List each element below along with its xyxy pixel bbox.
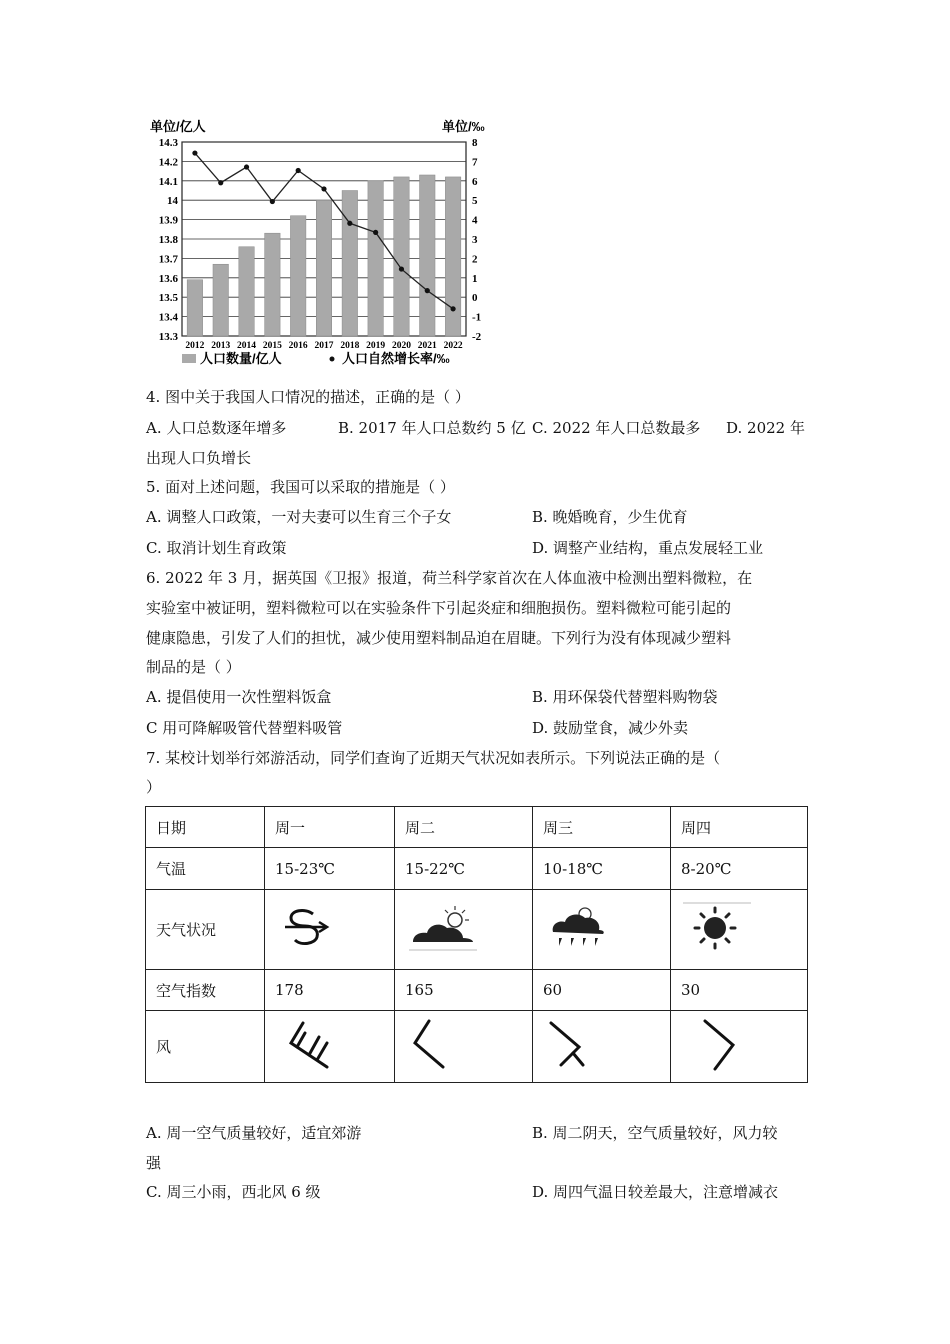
aqi-wed: 60 bbox=[533, 970, 671, 1011]
right-tick-label: -1 bbox=[472, 311, 482, 324]
growth-rate-point bbox=[270, 199, 275, 204]
table-row bbox=[146, 848, 808, 890]
q5-stem: 5. 面对上述问题，我国可以采取的措施是（ ） bbox=[146, 478, 455, 496]
left-tick-label: 13.7 bbox=[158, 253, 178, 266]
growth-rate-point bbox=[244, 164, 249, 169]
q7-option-d[interactable]: D. 周四气温日较差最大，注意增减衣 bbox=[532, 1183, 779, 1201]
header-wed: 周三 bbox=[533, 807, 671, 848]
population-chart bbox=[140, 112, 510, 374]
q6-stem-line-1: 6. 2022 年 3 月，据英国《卫报》报道，荷兰科学家首次在人体血液中检测出塑料微粒，在 bbox=[146, 569, 753, 587]
right-tick-label: 5 bbox=[472, 195, 478, 208]
q4-option-d-continued: 出现人口负增长 bbox=[146, 449, 252, 467]
population-bar bbox=[316, 200, 331, 336]
q6-option-a[interactable]: A. 提倡使用一次性塑料饭盒 bbox=[146, 688, 332, 706]
q7-option-c[interactable]: C. 周三小雨，西北风 6 级 bbox=[146, 1183, 321, 1201]
q5-option-a[interactable]: A. 调整人口政策，一对夫妻可以生育三个子女 bbox=[146, 508, 452, 526]
population-bar bbox=[394, 177, 409, 336]
header-mon: 周一 bbox=[265, 807, 395, 848]
right-tick-label: 6 bbox=[472, 175, 478, 188]
x-tick-label: 2021 bbox=[417, 341, 437, 351]
q4-option-b[interactable]: B. 2017 年人口总数约 5 亿 bbox=[338, 419, 526, 437]
right-tick-label: 3 bbox=[472, 234, 478, 246]
growth-rate-point bbox=[450, 306, 455, 311]
aqi-tue: 165 bbox=[395, 970, 533, 1011]
table-row bbox=[146, 970, 808, 1011]
header-date: 日期 bbox=[146, 807, 265, 848]
wind-tue bbox=[395, 1011, 533, 1083]
right-tick-label: 4 bbox=[472, 214, 478, 227]
x-tick-label: 2016 bbox=[288, 341, 308, 351]
left-tick-label: 14.1 bbox=[158, 175, 178, 188]
q4-option-a[interactable]: A. 人口总数逐年增多 bbox=[146, 419, 287, 437]
population-bar bbox=[239, 247, 254, 336]
temp-mon: 15-23℃ bbox=[265, 848, 395, 890]
wind-barb-icon bbox=[275, 1015, 345, 1075]
right-tick-label: 0 bbox=[472, 292, 478, 305]
weather-tue bbox=[395, 890, 533, 970]
x-tick-label: 2015 bbox=[262, 341, 282, 351]
wind-label: 风 bbox=[146, 1011, 265, 1083]
table-row bbox=[146, 807, 808, 848]
weather-label: 天气状况 bbox=[146, 890, 265, 970]
q7-stem-continued: ） bbox=[146, 778, 162, 796]
left-tick-label: 13.4 bbox=[158, 311, 178, 324]
population-bar bbox=[420, 175, 435, 336]
legend-line-label: 人口自然增长率/‰ bbox=[342, 351, 450, 366]
overcast-icon bbox=[405, 900, 485, 956]
left-axis-label: 单位/亿人 bbox=[150, 119, 206, 134]
left-tick-label: 13.6 bbox=[158, 272, 178, 285]
q6-option-b[interactable]: B. 用环保袋代替塑料购物袋 bbox=[532, 688, 718, 706]
growth-rate-point bbox=[218, 180, 223, 185]
legend-bar-label: 人口数量/亿人 bbox=[200, 351, 282, 366]
growth-rate-point bbox=[399, 266, 404, 271]
weather-wed bbox=[533, 890, 671, 970]
left-tick-label: 13.8 bbox=[158, 234, 178, 246]
q6-stem-line-2: 实验室中被证明，塑料微粒可以在实验条件下引起炎症和细胞损伤。塑料微粒可能引起的 bbox=[146, 599, 732, 617]
q6-option-c[interactable]: C 用可降解吸管代替塑料吸管 bbox=[146, 719, 343, 737]
left-tick-label: 14 bbox=[167, 195, 178, 208]
population-bar bbox=[342, 191, 357, 337]
left-tick-label: 14.2 bbox=[158, 156, 178, 169]
right-tick-label: 1 bbox=[472, 272, 478, 285]
q6-option-d[interactable]: D. 鼓励堂食，减少外卖 bbox=[532, 719, 689, 737]
x-tick-label: 2018 bbox=[340, 341, 360, 351]
wind-wed bbox=[533, 1011, 671, 1083]
q6-stem-line-4: 制品的是（ ） bbox=[146, 658, 241, 676]
legend-line-marker bbox=[330, 357, 335, 362]
header-thu: 周四 bbox=[671, 807, 808, 848]
right-axis-label: 单位/‰ bbox=[442, 119, 485, 134]
aqi-label: 空气指数 bbox=[146, 970, 265, 1011]
growth-rate-point bbox=[347, 221, 352, 226]
population-bar bbox=[187, 280, 202, 336]
aqi-thu: 30 bbox=[671, 970, 808, 1011]
left-tick-label: 13.5 bbox=[158, 292, 178, 305]
weather-mon bbox=[265, 890, 395, 970]
table-row bbox=[146, 890, 808, 970]
wind-barb-icon bbox=[543, 1015, 603, 1075]
population-bar bbox=[445, 177, 460, 336]
wind-barb-icon bbox=[405, 1015, 465, 1075]
q4-option-c[interactable]: C. 2022 年人口总数最多 bbox=[532, 419, 701, 437]
right-tick-label: 8 bbox=[472, 137, 478, 149]
q7-stem: 7. 某校计划举行郊游活动，同学们查询了近期天气状况如表所示。下列说法正确的是（ bbox=[146, 749, 721, 767]
header-tue: 周二 bbox=[395, 807, 533, 848]
left-tick-label: 13.9 bbox=[158, 214, 178, 227]
weather-table bbox=[145, 806, 808, 1083]
temp-thu: 8-20℃ bbox=[671, 848, 808, 890]
right-tick-label: 7 bbox=[472, 156, 478, 169]
chart-bars bbox=[187, 175, 461, 336]
x-tick-label: 2012 bbox=[185, 341, 205, 351]
wind-mon bbox=[265, 1011, 395, 1083]
population-bar bbox=[290, 216, 305, 336]
legend-bar-swatch bbox=[182, 354, 196, 363]
population-bar bbox=[265, 233, 280, 336]
q7-option-b-continued: 强 bbox=[146, 1154, 162, 1172]
q5-option-b[interactable]: B. 晚婚晚育，少生优育 bbox=[532, 508, 688, 526]
wind-thu bbox=[671, 1011, 808, 1083]
growth-rate-point bbox=[192, 150, 197, 155]
q5-option-c[interactable]: C. 取消计划生育政策 bbox=[146, 539, 287, 557]
population-bar bbox=[368, 181, 383, 336]
growth-rate-point bbox=[321, 186, 326, 191]
left-tick-label: 14.3 bbox=[158, 137, 178, 149]
right-tick-label: -2 bbox=[472, 331, 482, 343]
growth-rate-point bbox=[296, 168, 301, 173]
growth-rate-point bbox=[425, 288, 430, 293]
x-tick-label: 2019 bbox=[366, 341, 386, 351]
x-tick-label: 2017 bbox=[314, 341, 334, 351]
left-tick-label: 13.3 bbox=[158, 331, 178, 343]
q7-option-b[interactable]: B. 周二阴天，空气质量较好，风力较 bbox=[532, 1124, 778, 1142]
x-tick-label: 2020 bbox=[391, 341, 411, 351]
wind-barb-icon bbox=[681, 1015, 751, 1075]
light-rain-icon bbox=[543, 900, 613, 956]
chart-legend bbox=[182, 351, 450, 366]
aqi-mon: 178 bbox=[265, 970, 395, 1011]
right-tick-label: 2 bbox=[472, 253, 478, 266]
sandstorm-icon bbox=[275, 900, 335, 956]
temp-label: 气温 bbox=[146, 848, 265, 890]
x-tick-label: 2014 bbox=[237, 341, 257, 351]
growth-rate-point bbox=[373, 230, 378, 235]
q4-stem: 4. 图中关于我国人口情况的描述，正确的是（ ） bbox=[146, 388, 470, 406]
x-tick-label: 2013 bbox=[211, 341, 231, 351]
x-tick-label: 2022 bbox=[443, 341, 463, 351]
table-row bbox=[146, 1011, 808, 1083]
q7-option-a[interactable]: A. 周一空气质量较好，适宜郊游 bbox=[146, 1124, 362, 1142]
q4-option-d[interactable]: D. 2022 年 bbox=[726, 419, 805, 437]
sunny-icon bbox=[681, 900, 751, 956]
q6-stem-line-3: 健康隐患，引发了人们的担忧，减少使用塑料制品迫在眉睫。下列行为没有体现减少塑料 bbox=[146, 629, 732, 647]
population-bar bbox=[213, 264, 228, 336]
weather-thu bbox=[671, 890, 808, 970]
temp-wed: 10-18℃ bbox=[533, 848, 671, 890]
q5-option-d[interactable]: D. 调整产业结构，重点发展轻工业 bbox=[532, 539, 764, 557]
temp-tue: 15-22℃ bbox=[395, 848, 533, 890]
